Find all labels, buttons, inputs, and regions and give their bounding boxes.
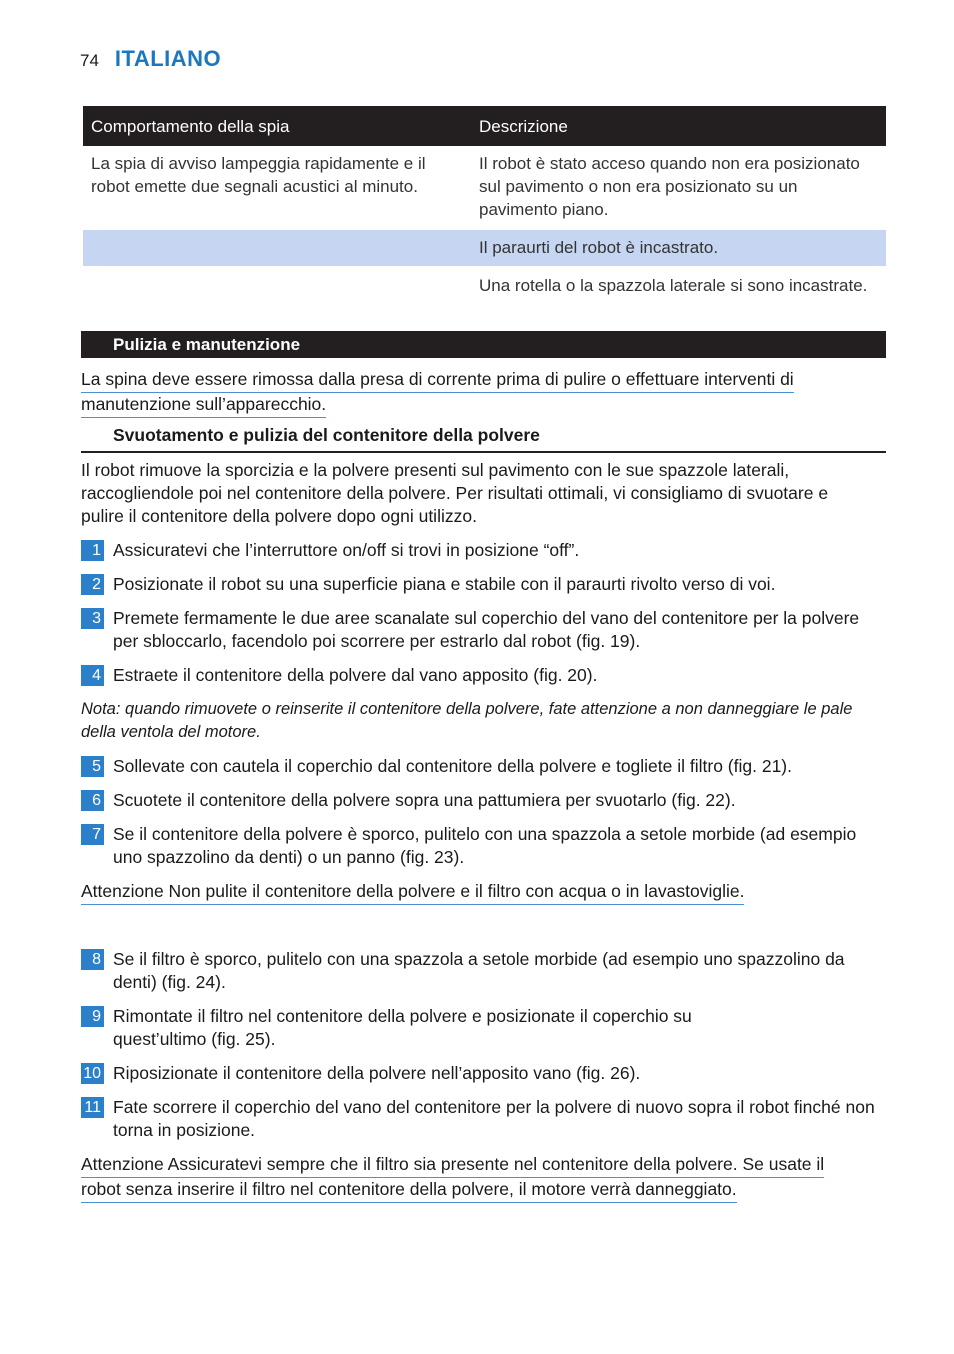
warning-unplug-line2: manutenzione sull’apparecchio. [81,393,326,418]
intro-paragraph: Il robot rimuove la sporcizia e la polvere presenti sul pavimento con le sue spazzole laterali, raccogliendole poi nel contenitore della polvere. Per risultati ottimali, vi consigliamo di svuotare e pulire il contenitore della polvere dopo ogni utilizzo. [81,460,829,526]
note-text: Nota: quando rimuovete o reinserite il contenitore della polvere, fate attenzione a non danneggiare le pale della ventola del motore. [81,700,853,741]
list-item [81,823,881,869]
section-title: Pulizia e manutenzione [113,335,301,354]
list-item [81,573,881,596]
step-text: Scuotete il contenitore della polvere sopra una pattumiera per svuotarlo (fig. 22). [113,790,736,810]
list-item [81,948,881,994]
step-text: Posizionate il robot su una superficie piana e stabile con il paraurti rivolto verso di voi. [113,574,776,594]
step-text: Riposizionate il contenitore della polvere nell’apposito vano (fig. 26). [113,1063,641,1083]
table-cell-behavior [83,267,471,305]
table-row [83,229,886,267]
list-item [81,607,881,653]
list-item [81,1062,881,1085]
step-number: 8 [81,949,104,970]
page-number: 74 [80,51,99,70]
step-number: 6 [81,790,104,811]
list-item [81,1096,881,1142]
table-header-description: Descrizione [471,106,886,146]
warning-filter-required [81,1153,824,1203]
step-text: Premete fermamente le due aree scanalate sul coperchio del vano del contenitore per la polvere per sbloccarlo, facendolo poi scorrere per estrarlo dal robot (fig. 19). [113,608,860,651]
step-number: 11 [81,1097,104,1118]
list-item [81,539,881,562]
warning-unplug [81,368,794,418]
table-cell-behavior: La spia di avviso lampeggia rapidamente e il robot emette due segnali acustici al minuto. [83,146,471,229]
step-text: Se il contenitore della polvere è sporco, pulitelo con una spazzola a setole morbide (ad esempio uno spazzolino da denti) o un panno (fig. 23). [113,824,857,867]
table-cell-description: Il robot è stato acceso quando non era posizionato sul pavimento o non era posizionato su un pavimento piano. [471,146,886,229]
subsection-title: Svuotamento e pulizia del contenitore della polvere [113,425,540,445]
warning-no-water-line: Attenzione Non pulite il contenitore della polvere e il filtro con acqua o in lavastoviglie. [81,880,744,905]
step-text: Assicuratevi che l’interruttore on/off si trovi in posizione “off”. [113,540,580,560]
language-title: ITALIANO [114,46,222,71]
step-text: Sollevate con cautela il coperchio dal contenitore della polvere e togliete il filtro (fig. 21). [113,756,792,776]
table-cell-description: Una rotella o la spazzola laterale si sono incastrate. [471,267,886,305]
section-heading [81,331,886,358]
table-cell-behavior [83,229,471,267]
table-header-behavior: Comportamento della spia [83,106,471,146]
table-header-row [83,106,886,146]
step-number: 10 [81,1063,104,1084]
step-text: Rimontate il filtro nel contenitore della polvere e posizionate il coperchio su quest’ultimo (fig. 25). [113,1006,692,1049]
warning-filter-line2: robot senza inserire il filtro nel contenitore della polvere, il motore verrà danneggiato. [81,1178,737,1203]
list-item [81,1005,881,1051]
list-item [81,789,881,812]
step-number: 2 [81,574,104,595]
step-text: Fate scorrere il coperchio del vano del contenitore per la polvere di nuovo sopra il robot finché non torna in posizione. [113,1097,875,1140]
subsection-heading [81,425,886,453]
step-number: 1 [81,540,104,561]
warning-no-water [81,880,744,905]
indicator-table [83,106,886,306]
step-text: Estraete il contenitore della polvere dal vano apposito (fig. 20). [113,665,598,685]
warning-unplug-line1: La spina deve essere rimossa dalla presa di corrente prima di pulire o effettuare interventi di [81,368,794,393]
step-number: 7 [81,824,104,845]
step-number: 9 [81,1006,104,1027]
list-item [81,664,881,687]
step-text: Se il filtro è sporco, pulitelo con una spazzola a setole morbide (ad esempio uno spazzolino da denti) (fig. 24). [113,949,845,992]
list-item [81,755,881,778]
step-number: 4 [81,665,104,686]
table-row [83,267,886,305]
step-number: 5 [81,756,104,777]
table-row [83,146,886,229]
table-cell-description: Il paraurti del robot è incastrato. [471,229,886,267]
page-header [80,46,221,76]
warning-filter-line1: Attenzione Assicuratevi sempre che il filtro sia presente nel contenitore della polvere. Se usate il [81,1153,824,1178]
step-number: 3 [81,608,104,629]
